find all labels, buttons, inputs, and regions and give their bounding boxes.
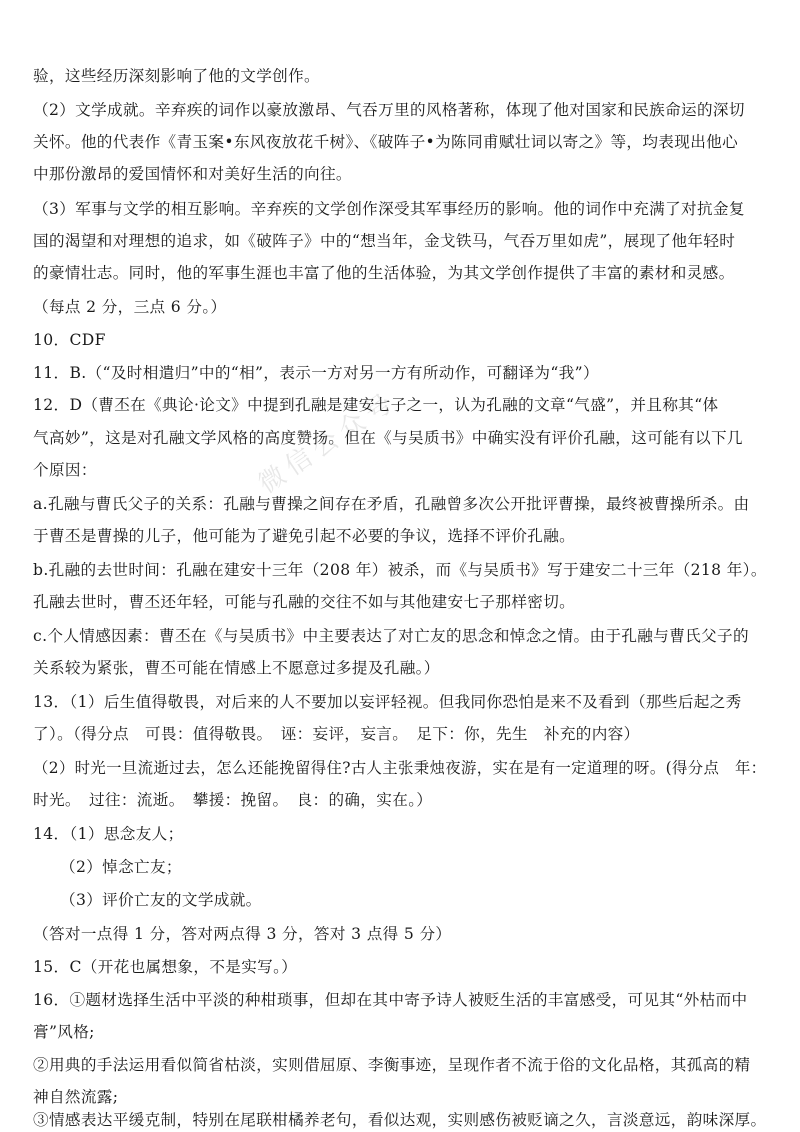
text-line: 16．①题材选择生活中平淡的种柑琐事，但却在其中寄予诗人被贬生活的丰富感受，可见其“外枯而中: [33, 991, 748, 1009]
text-line: ③情感表达平缓克制，特别在尾联柑橘养老句，看似达观，实则感伤被贬谪之久，言淡意远，韵味深厚。: [33, 1111, 767, 1129]
text-line: 15．C（开花也属想象，不是实写。）: [33, 958, 298, 976]
text-line: 气高妙”，这是对孔融文学风格的高度赞扬。但在《与吴质书》中确实没有评价孔融，这可能有以下几: [33, 429, 743, 447]
text-line: 孔融去世时，曹丕还年轻，可能与孔融的交往不如与其他建安七子那样密切。: [33, 593, 576, 611]
text-line: 于曹丕是曹操的儿子，他可能为了避免引起不必要的争议，选择不评价孔融。: [33, 527, 576, 545]
text-line: 的豪情壮志。同时，他的军事生涯也丰富了他的生活体验，为其文学创作提供了丰富的素材和灵感。: [33, 264, 735, 282]
text-line: 关系较为紧张，曹丕可能在情感上不愿意过多提及孔融。）: [33, 659, 440, 677]
text-line: 验，这些经历深刻影响了他的文学创作。: [33, 67, 320, 85]
text-line: 时光。 过往：流逝。 攀援：挽留。 良：的确，实在。）: [33, 791, 433, 809]
text-line: 中那份激昂的爱国情怀和对美好生活的向往。: [33, 165, 352, 183]
text-line: 关怀。他的代表作《青玉案•东风夜放花千树》、《破阵子•为陈同甫赋壮词以寄之》等，均表现出他心: [33, 133, 739, 151]
text-line: a.孔融与曹氏父子的关系：孔融与曹操之间存在矛盾，孔融曾多次公开批评曹操，最终被曹操所杀。由: [33, 495, 750, 513]
text-line: 13．（1）后生值得敬畏，对后来的人不要加以妄评轻视。但我同你恐怕是来不及看到（那些后起之秀: [33, 693, 742, 711]
text-line: （每点 2 分，三点 6 分。）: [33, 298, 227, 316]
text-line: （2）文学成就。辛弃疾的词作以豪放激昂、气吞万里的风格著称，体现了他对国家和民族命运的深切: [33, 101, 745, 119]
text-line: （3）评价亡友的文学成就。: [60, 891, 262, 909]
text-line: 12．D（曹丕在《典论·论文》中提到孔融是建安七子之一，认为孔融的文章“气盛”，并且称其“体: [33, 396, 719, 414]
text-line: ②用典的手法运用看似简省枯淡，实则借屈原、李衡事迹，呈现作者不流于俗的文化品格，其孤高的精: [33, 1056, 751, 1074]
watermark: 微信公众号: [253, 385, 403, 500]
text-line: 国的渴望和对理想的追求，如《破阵子》中的“想当年，金戈铁马，气吞万里如虎”，展现了他年轻时: [33, 232, 736, 250]
text-line: 14．（1）思念友人；: [33, 825, 184, 843]
text-line: （2）时光一旦流逝过去，怎么还能挽留得住?古人主张秉烛夜游，实在是有一定道理的呀。(得分点 年：: [33, 759, 767, 777]
text-line: （2）悼念亡友；: [60, 858, 182, 876]
text-line: c.个人情感因素：曹丕在《与吴质书》中主要表达了对亡友的思念和悼念之情。由于孔融与曹氏父子的: [33, 627, 749, 645]
text-line: 了）。（得分点 可畏：值得敬畏。 诬：妄评，妄言。 足下：你，先生 补充的内容）: [33, 725, 640, 743]
text-line: 个原因：: [33, 461, 97, 479]
text-line: 10．CDF: [33, 331, 106, 349]
text-line: （3）军事与文学的相互影响。辛弃疾的文学创作深受其军事经历的影响。他的词作中充满了对抗金复: [33, 200, 745, 218]
text-line: b.孔融的去世时间：孔融在建安十三年（208 年）被杀，而《与吴质书》写于建安二十三年（218 年）。: [33, 561, 767, 579]
text-line: 膏”风格;: [33, 1023, 95, 1041]
text-line: （答对一点得 1 分，答对两点得 3 分，答对 3 点得 5 分）: [33, 925, 452, 943]
text-line: 神自然流露;: [33, 1088, 119, 1106]
text-line: 11．B.（“及时相遣归”中的“相”，表示一方对另一方有所动作，可翻译为“我”）: [33, 364, 599, 382]
